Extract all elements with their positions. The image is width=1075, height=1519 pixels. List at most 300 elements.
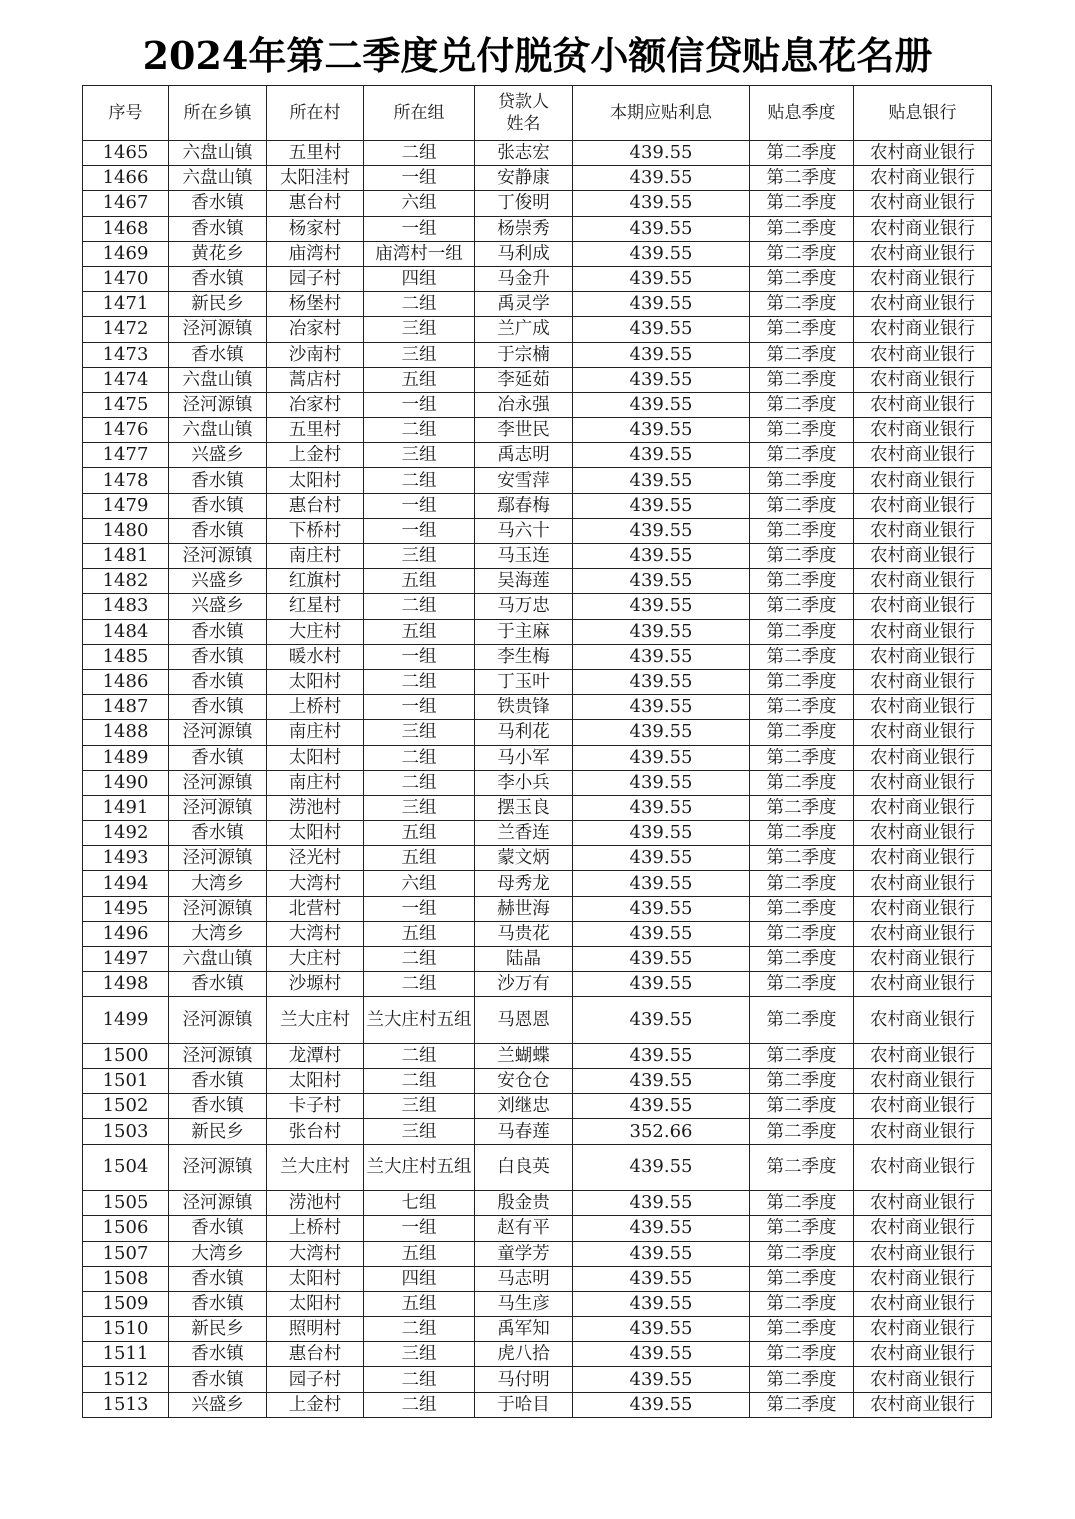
borrower-name-cell: 于主麻 [475,619,573,644]
serial-cell: 1466 [83,166,169,191]
column-header-bank: 贴息银行 [854,86,992,141]
borrower-name-cell: 禹志明 [475,443,573,468]
group-cell: 二组 [364,947,475,972]
serial-cell: 1497 [83,947,169,972]
bank-cell: 农村商业银行 [854,1291,992,1316]
group-cell: 兰大庄村五组 [364,997,475,1044]
township-cell: 香水镇 [169,821,267,846]
interest-cell: 439.55 [573,141,750,166]
borrower-name-cell: 禹灵学 [475,292,573,317]
quarter-cell: 第二季度 [750,443,854,468]
bank-cell: 农村商业银行 [854,216,992,241]
table-row [83,418,992,443]
borrower-name-cell: 禹军知 [475,1317,573,1342]
borrower-name-cell: 童学芳 [475,1241,573,1266]
table-row [83,1266,992,1291]
group-cell: 六组 [364,191,475,216]
township-cell: 大湾乡 [169,871,267,896]
village-cell: 兰大庄村 [267,997,364,1044]
borrower-name-cell: 兰蝴蝶 [475,1043,573,1068]
village-cell: 南庄村 [267,770,364,795]
bank-cell: 农村商业银行 [854,619,992,644]
bank-cell: 农村商业银行 [854,367,992,392]
group-cell: 四组 [364,266,475,291]
interest-cell: 439.55 [573,619,750,644]
group-cell: 五组 [364,846,475,871]
group-cell: 三组 [364,342,475,367]
quarter-cell: 第二季度 [750,241,854,266]
bank-cell: 农村商业银行 [854,1069,992,1094]
village-cell: 兰大庄村 [267,1144,364,1191]
borrower-name-cell: 李延茹 [475,367,573,392]
serial-cell: 1507 [83,1241,169,1266]
borrower-name-cell: 殷金贵 [475,1191,573,1216]
interest-cell: 439.55 [573,468,750,493]
serial-cell: 1479 [83,493,169,518]
village-cell: 泾光村 [267,846,364,871]
bank-cell: 农村商业银行 [854,141,992,166]
quarter-cell: 第二季度 [750,493,854,518]
table-row [83,216,992,241]
quarter-cell: 第二季度 [750,720,854,745]
group-cell: 三组 [364,1119,475,1144]
group-cell: 五组 [364,619,475,644]
village-cell: 蒿店村 [267,367,364,392]
interest-cell: 439.55 [573,216,750,241]
bank-cell: 农村商业银行 [854,770,992,795]
group-cell: 二组 [364,594,475,619]
borrower-name-cell: 丁玉叶 [475,669,573,694]
table-row [83,1317,992,1342]
serial-cell: 1496 [83,921,169,946]
table-row [83,569,992,594]
bank-cell: 农村商业银行 [854,695,992,720]
group-cell: 二组 [364,770,475,795]
table-row [83,1191,992,1216]
interest-cell: 439.55 [573,241,750,266]
serial-cell: 1488 [83,720,169,745]
table-row [83,1094,992,1119]
village-cell: 园子村 [267,266,364,291]
table-row [83,1216,992,1241]
township-cell: 大湾乡 [169,1241,267,1266]
village-cell: 红旗村 [267,569,364,594]
quarter-cell: 第二季度 [750,947,854,972]
township-cell: 六盘山镇 [169,947,267,972]
township-cell: 泾河源镇 [169,1043,267,1068]
interest-cell: 439.55 [573,191,750,216]
bank-cell: 农村商业银行 [854,1266,992,1291]
township-cell: 六盘山镇 [169,141,267,166]
quarter-cell: 第二季度 [750,317,854,342]
village-cell: 卡子村 [267,1094,364,1119]
interest-cell: 439.55 [573,972,750,997]
table-row [83,1342,992,1367]
group-cell: 庙湾村一组 [364,241,475,266]
group-cell: 二组 [364,1317,475,1342]
borrower-name-cell: 兰广成 [475,317,573,342]
township-cell: 新民乡 [169,292,267,317]
column-header-interest: 本期应贴利息 [573,86,750,141]
table-row [83,1043,992,1068]
serial-cell: 1481 [83,544,169,569]
serial-cell: 1504 [83,1144,169,1191]
borrower-name-cell: 白良英 [475,1144,573,1191]
serial-cell: 1467 [83,191,169,216]
village-cell: 五里村 [267,418,364,443]
interest-cell: 439.55 [573,745,750,770]
borrower-name-cell: 陆晶 [475,947,573,972]
borrower-name-cell: 刘继忠 [475,1094,573,1119]
bank-cell: 农村商业银行 [854,443,992,468]
bank-cell: 农村商业银行 [854,191,992,216]
township-cell: 黄花乡 [169,241,267,266]
group-cell: 一组 [364,216,475,241]
interest-cell: 439.55 [573,1216,750,1241]
serial-cell: 1509 [83,1291,169,1316]
township-cell: 六盘山镇 [169,166,267,191]
group-cell: 三组 [364,795,475,820]
township-cell: 新民乡 [169,1119,267,1144]
township-cell: 香水镇 [169,695,267,720]
table-row [83,997,992,1044]
quarter-cell: 第二季度 [750,1191,854,1216]
group-cell: 二组 [364,418,475,443]
interest-cell: 439.55 [573,1342,750,1367]
table-row [83,392,992,417]
interest-cell: 439.55 [573,1291,750,1316]
village-cell: 杨家村 [267,216,364,241]
township-cell: 泾河源镇 [169,544,267,569]
group-cell: 兰大庄村五组 [364,1144,475,1191]
quarter-cell: 第二季度 [750,216,854,241]
interest-cell: 439.55 [573,1069,750,1094]
table-row [83,166,992,191]
village-cell: 大庄村 [267,619,364,644]
borrower-name-cell: 马付明 [475,1367,573,1392]
table-row [83,443,992,468]
township-cell: 大湾乡 [169,921,267,946]
quarter-cell: 第二季度 [750,1094,854,1119]
township-cell: 六盘山镇 [169,418,267,443]
serial-cell: 1492 [83,821,169,846]
table-row [83,544,992,569]
table-row [83,493,992,518]
quarter-cell: 第二季度 [750,569,854,594]
bank-cell: 农村商业银行 [854,921,992,946]
group-cell: 一组 [364,644,475,669]
serial-cell: 1494 [83,871,169,896]
serial-cell: 1499 [83,997,169,1044]
column-header-borrower-name: 贷款人 姓名 [475,86,573,141]
column-header-village: 所在村 [267,86,364,141]
village-cell: 南庄村 [267,720,364,745]
group-cell: 三组 [364,1094,475,1119]
serial-cell: 1480 [83,518,169,543]
township-cell: 香水镇 [169,745,267,770]
village-cell: 五里村 [267,141,364,166]
group-cell: 五组 [364,1241,475,1266]
serial-cell: 1511 [83,1342,169,1367]
borrower-name-cell: 赵有平 [475,1216,573,1241]
interest-cell: 439.55 [573,367,750,392]
interest-cell: 439.55 [573,594,750,619]
village-cell: 上金村 [267,1392,364,1417]
township-cell: 香水镇 [169,1069,267,1094]
borrower-name-cell: 杨崇秀 [475,216,573,241]
village-cell: 大湾村 [267,871,364,896]
township-cell: 泾河源镇 [169,392,267,417]
borrower-name-cell: 马利成 [475,241,573,266]
serial-cell: 1491 [83,795,169,820]
table-row [83,1392,992,1417]
borrower-name-cell: 安雪萍 [475,468,573,493]
bank-cell: 农村商业银行 [854,1144,992,1191]
borrower-name-cell: 马贵花 [475,921,573,946]
township-cell: 香水镇 [169,1266,267,1291]
group-cell: 二组 [364,468,475,493]
table-row [83,241,992,266]
quarter-cell: 第二季度 [750,871,854,896]
quarter-cell: 第二季度 [750,1069,854,1094]
township-cell: 香水镇 [169,619,267,644]
interest-cell: 352.66 [573,1119,750,1144]
borrower-name-cell: 于宗楠 [475,342,573,367]
table-row [83,619,992,644]
quarter-cell: 第二季度 [750,1043,854,1068]
borrower-name-cell: 马志明 [475,1266,573,1291]
table-row [83,518,992,543]
group-cell: 二组 [364,745,475,770]
table-row [83,720,992,745]
quarter-cell: 第二季度 [750,166,854,191]
village-cell: 上桥村 [267,1216,364,1241]
quarter-cell: 第二季度 [750,770,854,795]
borrower-name-cell: 沙万有 [475,972,573,997]
table-row [83,1069,992,1094]
serial-cell: 1472 [83,317,169,342]
township-cell: 香水镇 [169,972,267,997]
bank-cell: 农村商业银行 [854,392,992,417]
quarter-cell: 第二季度 [750,1119,854,1144]
village-cell: 龙潭村 [267,1043,364,1068]
bank-cell: 农村商业银行 [854,1216,992,1241]
interest-cell: 439.55 [573,695,750,720]
serial-cell: 1493 [83,846,169,871]
serial-cell: 1485 [83,644,169,669]
table-row [83,1367,992,1392]
quarter-cell: 第二季度 [750,695,854,720]
serial-cell: 1468 [83,216,169,241]
table-row [83,745,992,770]
column-header-group: 所在组 [364,86,475,141]
village-cell: 太阳村 [267,745,364,770]
borrower-name-cell: 母秀龙 [475,871,573,896]
village-cell: 上金村 [267,443,364,468]
interest-cell: 439.55 [573,644,750,669]
village-cell: 太阳村 [267,1266,364,1291]
borrower-name-cell: 李生梅 [475,644,573,669]
bank-cell: 农村商业银行 [854,1367,992,1392]
township-cell: 香水镇 [169,1216,267,1241]
township-cell: 泾河源镇 [169,317,267,342]
group-cell: 二组 [364,972,475,997]
table-row [83,1241,992,1266]
borrower-name-cell: 鄢春梅 [475,493,573,518]
bank-cell: 农村商业银行 [854,1317,992,1342]
serial-cell: 1512 [83,1367,169,1392]
table-row [83,846,992,871]
township-cell: 香水镇 [169,468,267,493]
interest-cell: 439.55 [573,342,750,367]
serial-cell: 1475 [83,392,169,417]
township-cell: 香水镇 [169,493,267,518]
borrower-name-cell: 马玉连 [475,544,573,569]
borrower-name-cell: 蒙文炳 [475,846,573,871]
column-header-quarter: 贴息季度 [750,86,854,141]
borrower-name-cell: 摆玉良 [475,795,573,820]
village-cell: 涝池村 [267,1191,364,1216]
serial-cell: 1478 [83,468,169,493]
interest-cell: 439.55 [573,544,750,569]
village-cell: 冶家村 [267,392,364,417]
bank-cell: 农村商业银行 [854,997,992,1044]
group-cell: 五组 [364,569,475,594]
table-row [83,669,992,694]
serial-cell: 1473 [83,342,169,367]
interest-cell: 439.55 [573,1191,750,1216]
bank-cell: 农村商业银行 [854,644,992,669]
village-cell: 南庄村 [267,544,364,569]
serial-cell: 1484 [83,619,169,644]
interest-cell: 439.55 [573,443,750,468]
interest-cell: 439.55 [573,770,750,795]
serial-cell: 1477 [83,443,169,468]
interest-cell: 439.55 [573,1266,750,1291]
serial-cell: 1471 [83,292,169,317]
township-cell: 香水镇 [169,1094,267,1119]
table-row [83,1144,992,1191]
table-row [83,821,992,846]
interest-cell: 439.55 [573,392,750,417]
interest-cell: 439.55 [573,921,750,946]
bank-cell: 农村商业银行 [854,317,992,342]
interest-cell: 439.55 [573,518,750,543]
group-cell: 三组 [364,317,475,342]
bank-cell: 农村商业银行 [854,1392,992,1417]
interest-cell: 439.55 [573,795,750,820]
table-row [83,972,992,997]
table-row [83,644,992,669]
quarter-cell: 第二季度 [750,1216,854,1241]
bank-cell: 农村商业银行 [854,569,992,594]
serial-cell: 1490 [83,770,169,795]
table-row [83,871,992,896]
quarter-cell: 第二季度 [750,141,854,166]
quarter-cell: 第二季度 [750,544,854,569]
serial-cell: 1483 [83,594,169,619]
township-cell: 香水镇 [169,1291,267,1316]
borrower-name-cell: 马利花 [475,720,573,745]
serial-cell: 1513 [83,1392,169,1417]
column-header-township: 所在乡镇 [169,86,267,141]
table-row [83,317,992,342]
village-cell: 太阳村 [267,1069,364,1094]
bank-cell: 农村商业银行 [854,544,992,569]
group-cell: 一组 [364,1216,475,1241]
township-cell: 香水镇 [169,266,267,291]
bank-cell: 农村商业银行 [854,292,992,317]
group-cell: 二组 [364,1392,475,1417]
group-cell: 二组 [364,1043,475,1068]
table-row [83,292,992,317]
bank-cell: 农村商业银行 [854,342,992,367]
village-cell: 张台村 [267,1119,364,1144]
township-cell: 泾河源镇 [169,795,267,820]
table-row [83,770,992,795]
borrower-name-cell: 马生彦 [475,1291,573,1316]
interest-cell: 439.55 [573,871,750,896]
serial-cell: 1474 [83,367,169,392]
quarter-cell: 第二季度 [750,644,854,669]
serial-cell: 1486 [83,669,169,694]
group-cell: 三组 [364,443,475,468]
group-cell: 五组 [364,821,475,846]
village-cell: 大庄村 [267,947,364,972]
township-cell: 香水镇 [169,216,267,241]
borrower-name-cell: 马六十 [475,518,573,543]
group-cell: 一组 [364,166,475,191]
quarter-cell: 第二季度 [750,896,854,921]
bank-cell: 农村商业银行 [854,896,992,921]
table-row [83,342,992,367]
table-row [83,921,992,946]
village-cell: 杨堡村 [267,292,364,317]
bank-cell: 农村商业银行 [854,166,992,191]
village-cell: 沙南村 [267,342,364,367]
township-cell: 香水镇 [169,191,267,216]
table-row [83,695,992,720]
serial-cell: 1489 [83,745,169,770]
borrower-name-cell: 于哈目 [475,1392,573,1417]
quarter-cell: 第二季度 [750,266,854,291]
borrower-name-cell: 安仓仓 [475,1069,573,1094]
borrower-name-cell: 赫世海 [475,896,573,921]
serial-cell: 1470 [83,266,169,291]
bank-cell: 农村商业银行 [854,468,992,493]
quarter-cell: 第二季度 [750,921,854,946]
serial-cell: 1501 [83,1069,169,1094]
interest-cell: 439.55 [573,493,750,518]
group-cell: 四组 [364,1266,475,1291]
bank-cell: 农村商业银行 [854,518,992,543]
borrower-name-cell: 安静康 [475,166,573,191]
borrower-name-cell: 吴海莲 [475,569,573,594]
group-cell: 一组 [364,518,475,543]
village-cell: 北营村 [267,896,364,921]
bank-cell: 农村商业银行 [854,1241,992,1266]
table-row [83,795,992,820]
quarter-cell: 第二季度 [750,1241,854,1266]
serial-cell: 1465 [83,141,169,166]
village-cell: 惠台村 [267,493,364,518]
quarter-cell: 第二季度 [750,821,854,846]
interest-cell: 439.55 [573,166,750,191]
interest-cell: 439.55 [573,569,750,594]
table-row [83,1119,992,1144]
borrower-name-cell: 马春莲 [475,1119,573,1144]
borrower-name-cell: 冶永强 [475,392,573,417]
